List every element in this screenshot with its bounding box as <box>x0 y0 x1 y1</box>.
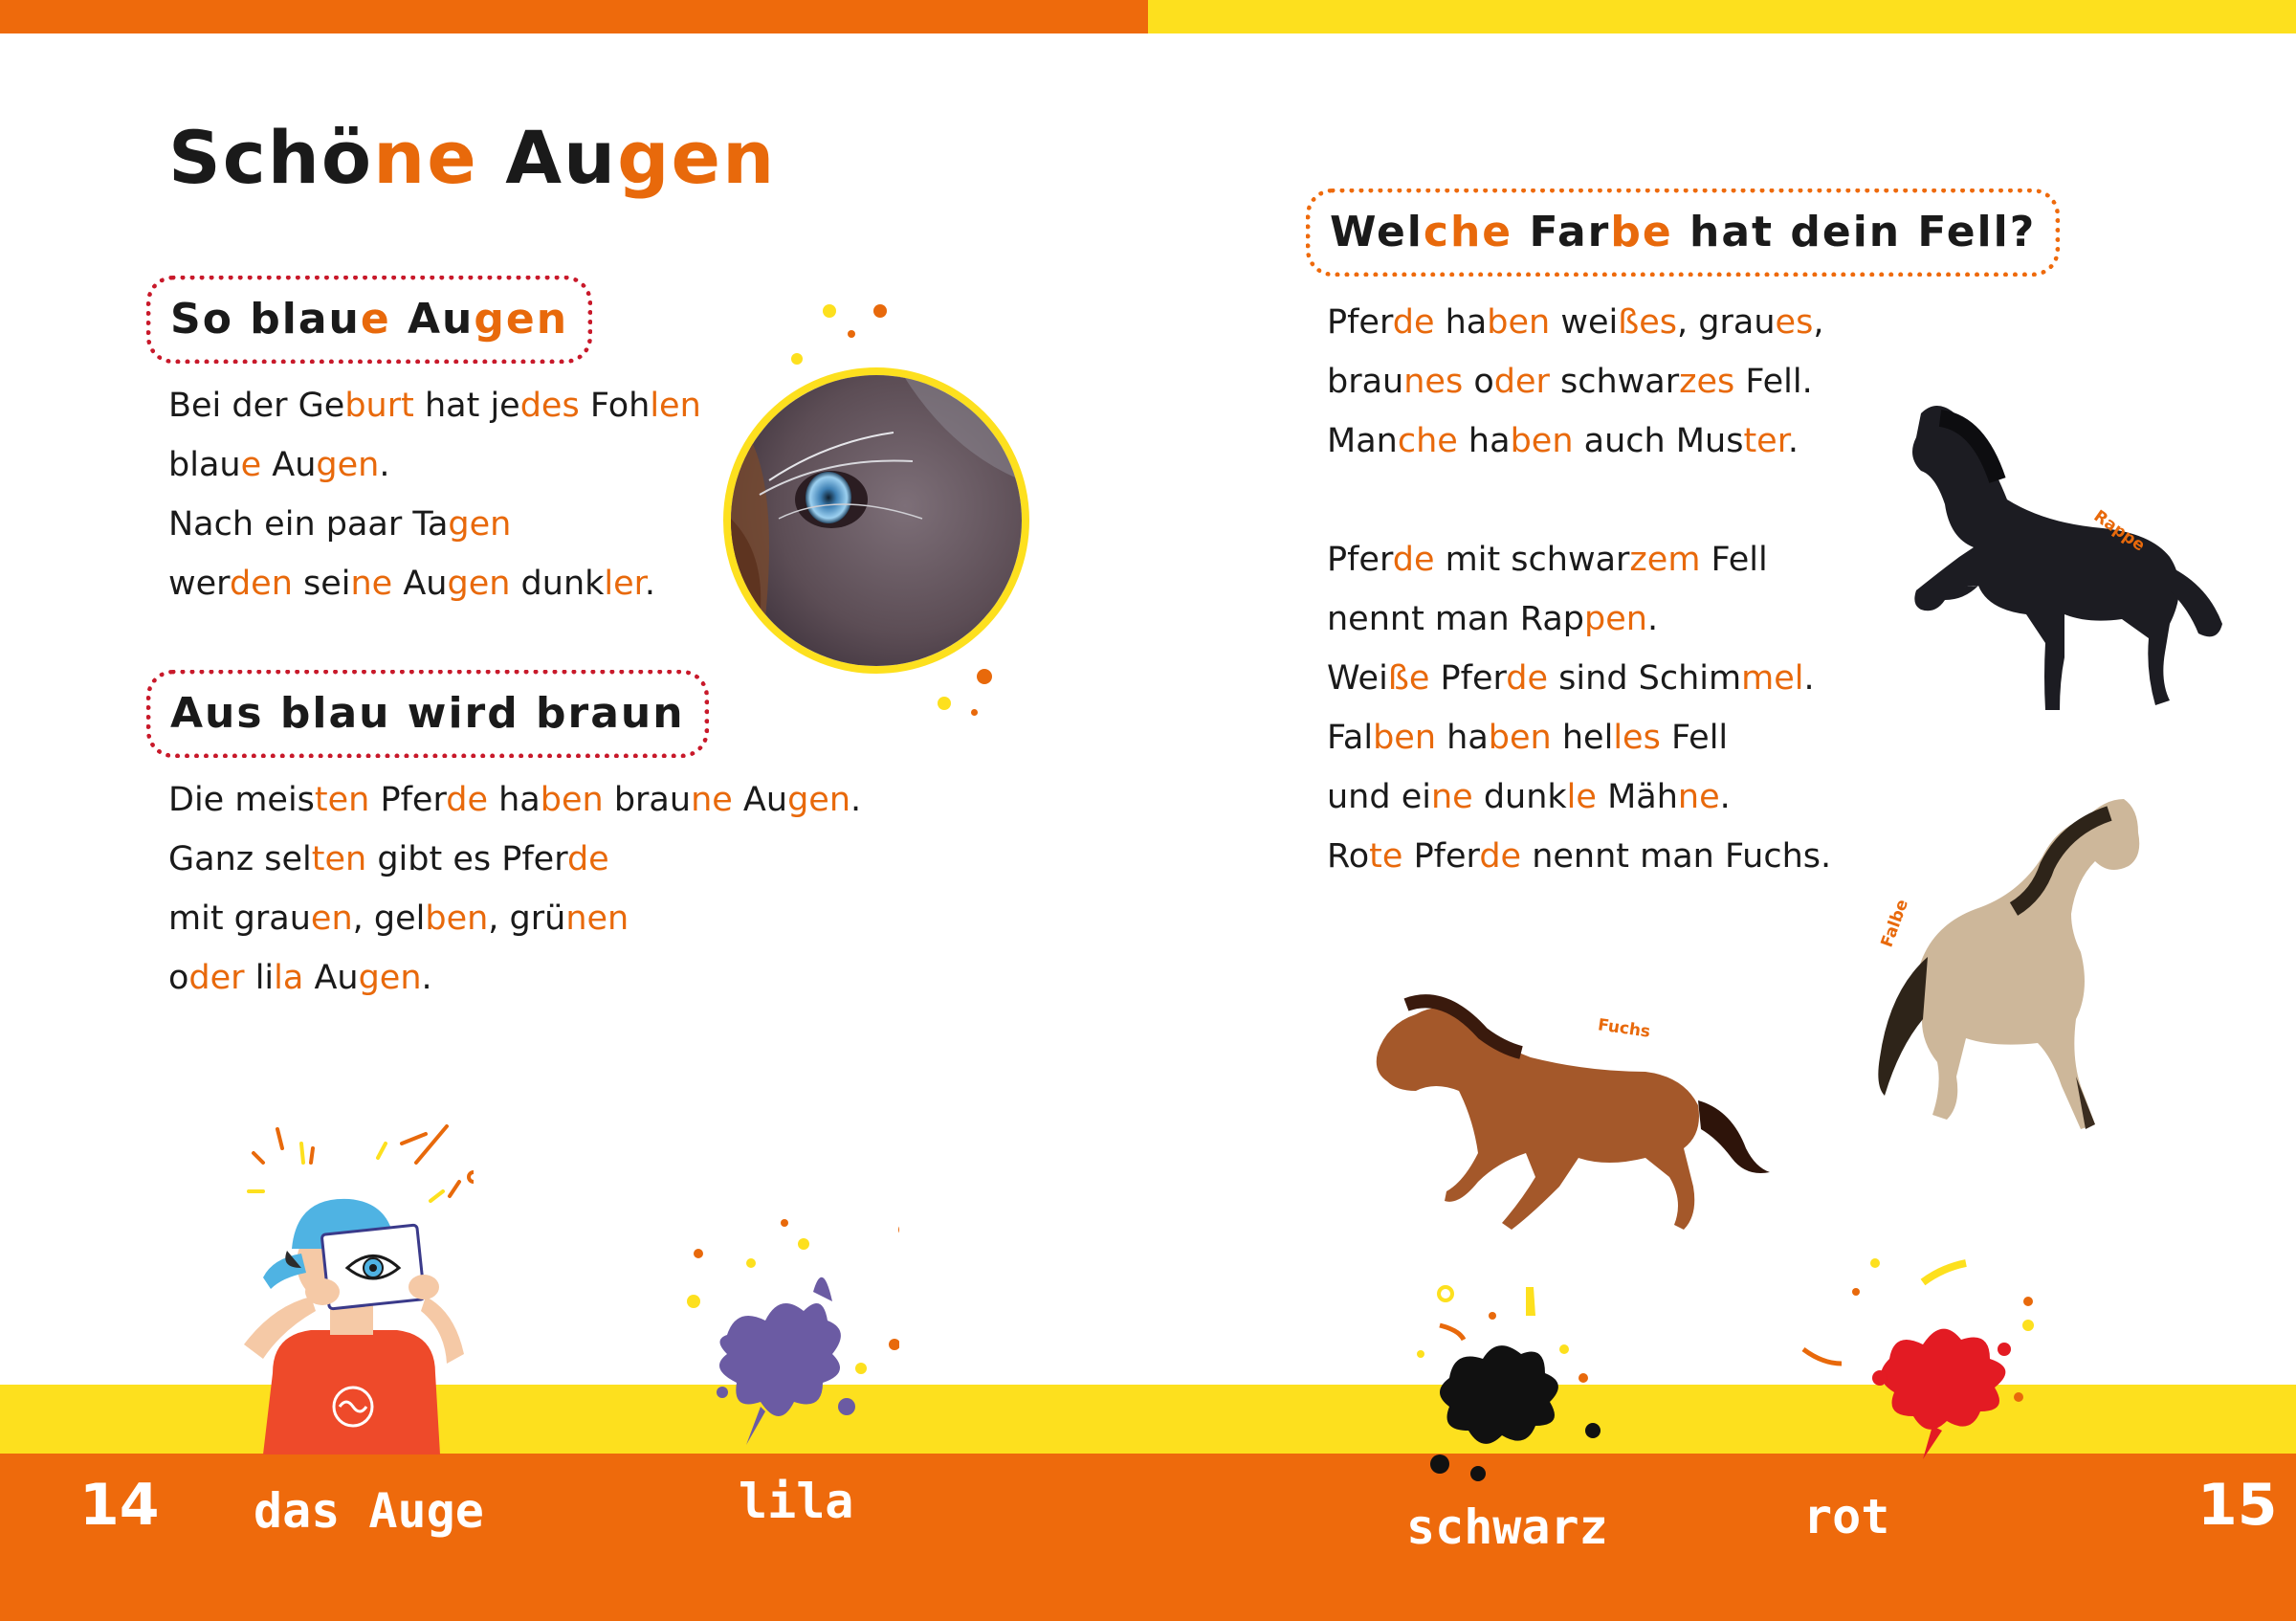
decor-dot <box>977 669 992 684</box>
decor-dot <box>938 697 951 710</box>
top-bar-right <box>1148 0 2296 33</box>
decor-dot <box>823 304 836 318</box>
horse-eye-photo <box>723 367 1029 674</box>
text-line: mit grauen, gelben, grünen <box>168 899 629 938</box>
text-line: braunes oder schwarzes Fell. <box>1327 363 1813 401</box>
bottom-word-das-auge: das Auge <box>254 1483 484 1539</box>
paragraph-brown-eyes <box>168 770 861 1008</box>
paint-splash-red <box>1799 1254 2047 1483</box>
top-bar-left <box>0 0 1148 33</box>
horse-rappe-image <box>1883 394 2227 739</box>
page-title: Schöne Augen <box>168 115 777 200</box>
bottom-word-schwarz: schwarz <box>1406 1499 1608 1555</box>
text-line <box>1327 471 1831 530</box>
text-line: Falben haben helles Fell <box>1327 719 1729 757</box>
page-number-right: 15 <box>2197 1472 2278 1539</box>
child-with-eye-card-illustration <box>234 1124 474 1454</box>
section-heading-blue-to-brown: Aus blau wird braun <box>146 670 709 758</box>
page-number-left: 14 <box>79 1472 160 1539</box>
paint-splash-black <box>1392 1273 1612 1493</box>
paragraph-coat-colors <box>1327 293 1831 886</box>
paint-splash-purple <box>670 1215 899 1464</box>
bottom-word-rot: rot <box>1803 1489 1890 1544</box>
text-line: Weiße Pferde sind Schimmel. <box>1327 659 1815 698</box>
text-line: und eine dunkle Mähne. <box>1327 778 1731 816</box>
text-line: Ganz selten gibt es Pferde <box>168 840 609 878</box>
text-line: nennt man Rappen. <box>1327 600 1659 638</box>
text-line: Nach ein paar Tagen <box>168 505 512 544</box>
label-fuchs: Fuchs <box>1596 1015 1652 1042</box>
decor-dot <box>971 709 978 716</box>
text-line: Die meisten Pferde haben braune Augen. <box>168 781 862 819</box>
section-heading-blue-eyes: So blaue Augen <box>146 276 592 364</box>
horse-fuchs-image <box>1368 966 1770 1244</box>
label-rappe: Rappe <box>2089 506 2149 556</box>
decor-dot <box>873 304 887 318</box>
text-line: oder lila Augen. <box>168 959 432 997</box>
horse-falbe-image <box>1851 789 2157 1163</box>
decor-dot <box>848 330 855 338</box>
text-line: Pferde mit schwarzem Fell <box>1327 541 1768 579</box>
bottom-word-lila: lila <box>739 1474 854 1529</box>
text-line: blaue Augen. <box>168 446 390 484</box>
text-line: Bei der Geburt hat jedes Fohlen <box>168 387 701 425</box>
decor-dot <box>791 353 803 365</box>
text-line: werden seine Augen dunkler. <box>168 565 655 603</box>
text-line: Rote Pferde nennt man Fuchs. <box>1327 837 1832 876</box>
paragraph-blue-eyes <box>168 376 701 613</box>
label-falbe: Falbe <box>1877 897 1913 950</box>
section-heading-coat-color: Welche Farbe hat dein Fell? <box>1306 189 2060 277</box>
text-line: Pferde haben weißes, graues, <box>1327 303 1824 342</box>
text-line: Manche haben auch Muster. <box>1327 422 1799 460</box>
